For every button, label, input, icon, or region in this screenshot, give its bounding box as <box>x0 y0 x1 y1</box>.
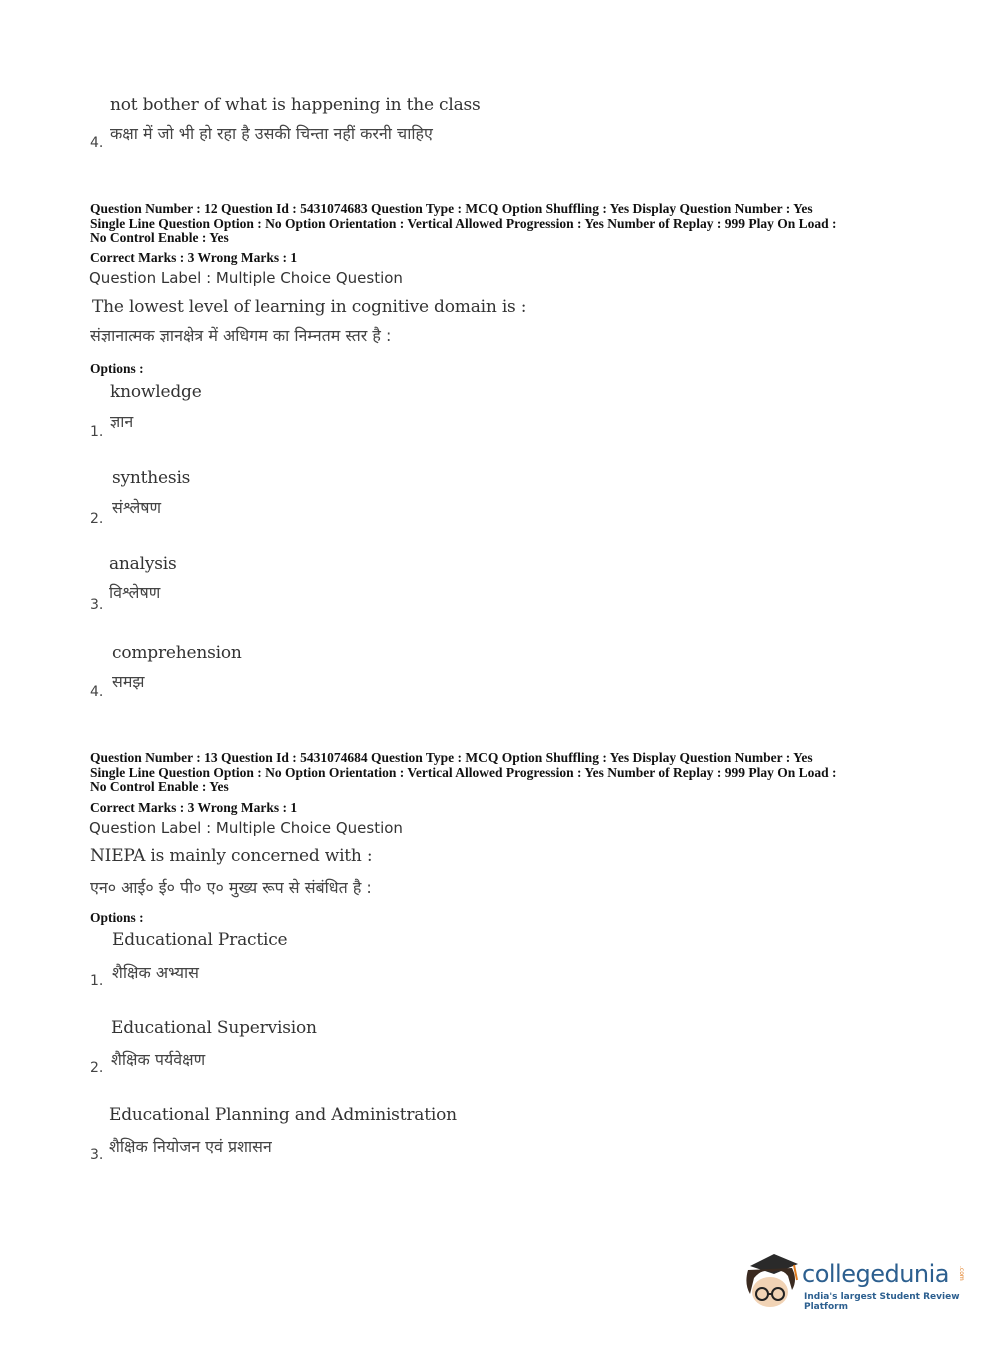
q12-question-english: The lowest level of learning in cognitive domain is : <box>92 297 527 317</box>
q13-metadata <box>90 751 920 795</box>
q13-option-3-english: Educational Planning and Administration <box>109 1105 457 1125</box>
q13-marks: Correct Marks : 3 Wrong Marks : 1 <box>90 800 298 815</box>
q13-option-1-hindi: शैक्षिक अभ्यास <box>112 963 199 982</box>
q13-options-heading: Options : <box>90 910 144 925</box>
q13-question-label: Question Label : Multiple Choice Question <box>89 819 403 837</box>
q12-question-hindi: संज्ञानात्मक ज्ञानक्षेत्र में अधिगम का निम्नतम स्तर है : <box>90 326 392 345</box>
q13-meta-line-2: Single Line Question Option : No Option Orientation : Vertical Allowed Progression : Yes Number of Replay : 999 Play On Load : <box>90 764 837 780</box>
q13-option-2-english: Educational Supervision <box>111 1018 317 1038</box>
q13-option-1-english: Educational Practice <box>112 930 288 950</box>
q13-option-2-number: 2. <box>90 1060 104 1076</box>
q12-option-3-number: 3. <box>90 597 104 613</box>
q12-options-heading: Options : <box>90 361 144 376</box>
q12-option-1-number: 1. <box>90 424 104 440</box>
q12-meta-line-3: No Control Enable : Yes <box>90 230 229 245</box>
q12-option-4-english: comprehension <box>112 643 242 663</box>
q13-option-3-number: 3. <box>90 1147 104 1163</box>
q12-option-2-hindi: संश्लेषण <box>112 498 162 517</box>
prev-option-4-english: not bother of what is happening in the class <box>110 95 481 115</box>
q12-option-2-number: 2. <box>90 511 104 527</box>
logo-wordmark: collegedunia <box>802 1260 950 1288</box>
logo-dotcom: .com <box>958 1266 965 1281</box>
q12-meta-line-2: Single Line Question Option : No Option Orientation : Vertical Allowed Progression : Yes Number of Replay : 999 Play On Load : <box>90 215 837 231</box>
q12-question-label: Question Label : Multiple Choice Question <box>89 269 403 287</box>
q12-option-1-english: knowledge <box>110 382 202 402</box>
prev-option-4-hindi: कक्षा में जो भी हो रहा है उसकी चिन्ता नहीं करनी चाहिए <box>110 124 433 143</box>
q12-option-3-hindi: विश्लेषण <box>109 583 161 602</box>
q13-option-2-hindi: शैक्षिक पर्यवेक्षण <box>111 1050 206 1069</box>
logo-tagline: India's largest Student Review Platform <box>804 1292 960 1312</box>
q13-question-hindi: एन० आई० ई० पी० ए० मुख्य रूप से संबंधित है : <box>90 878 372 897</box>
q12-option-1-hindi: ज्ञान <box>110 412 134 431</box>
mascot-icon <box>742 1250 802 1310</box>
collegedunia-logo <box>742 1250 972 1310</box>
q12-marks: Correct Marks : 3 Wrong Marks : 1 <box>90 250 298 265</box>
q13-option-1-number: 1. <box>90 973 104 989</box>
q13-option-3-hindi: शैक्षिक नियोजन एवं प्रशासन <box>109 1137 272 1156</box>
prev-option-4-number: 4. <box>90 135 104 151</box>
q13-meta-line-3: No Control Enable : Yes <box>90 779 229 794</box>
q12-option-2-english: synthesis <box>112 468 191 488</box>
q13-meta-line-1: Question Number : 13 Question Id : 5431074684 Question Type : MCQ Option Shuffling : Yes Display Question Number : Yes <box>90 750 813 765</box>
q12-option-3-english: analysis <box>109 554 177 574</box>
q12-option-4-number: 4. <box>90 684 104 700</box>
q12-metadata <box>90 202 920 246</box>
q12-option-4-hindi: समझ <box>112 672 145 691</box>
q12-meta-line-1: Question Number : 12 Question Id : 5431074683 Question Type : MCQ Option Shuffling : Yes Display Question Number : Yes <box>90 201 813 216</box>
q13-question-english: NIEPA is mainly concerned with : <box>90 846 373 866</box>
